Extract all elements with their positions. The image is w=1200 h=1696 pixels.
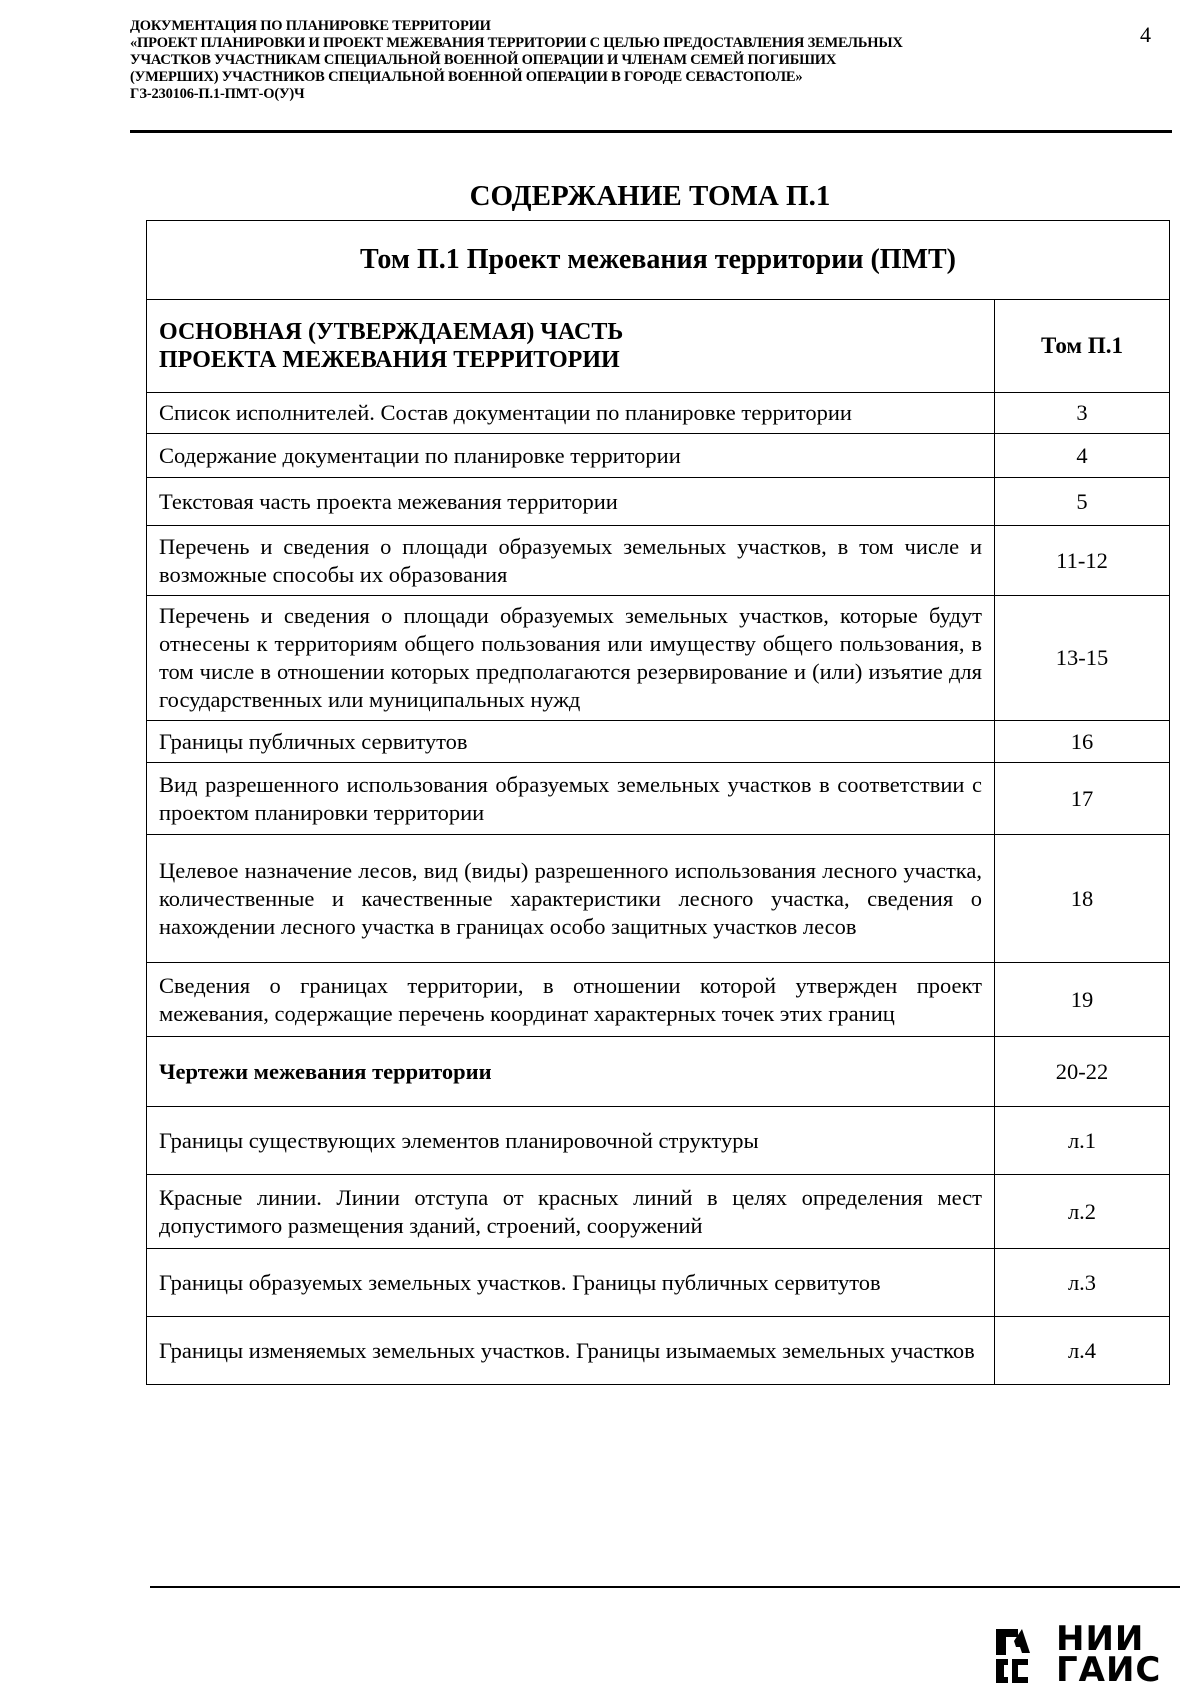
header-line: УЧАСТКОВ УЧАСТНИКАМ СПЕЦИАЛЬНОЙ ВОЕННОЙ ОПЕРАЦИИ И ЧЛЕНАМ СЕМЕЙ ПОГИБШИХ — [130, 52, 837, 68]
section-volume: Том П.1 — [995, 300, 1170, 393]
logo-line: ГАИС — [1056, 1650, 1162, 1690]
logo-mark-icon — [994, 1625, 1046, 1685]
page-number: 4 — [1140, 22, 1151, 47]
row-description: Красные линии. Линии отступа от красных линий в целях определения мест допустимого размещения зданий, строений, сооружений — [147, 1175, 995, 1249]
row-description: Границы публичных сервитутов — [147, 721, 995, 763]
row-page: 20-22 — [995, 1037, 1170, 1107]
table-row — [147, 835, 1170, 963]
table-row — [147, 300, 1170, 393]
row-page: 5 — [995, 478, 1170, 526]
table-row — [147, 1317, 1170, 1385]
row-page: л.1 — [995, 1107, 1170, 1175]
table-row — [147, 1037, 1170, 1107]
contents-table — [146, 220, 1170, 1385]
table-row — [147, 1175, 1170, 1249]
row-page: 16 — [995, 721, 1170, 763]
row-description: Список исполнителей. Состав документации по планировке территории — [147, 393, 995, 434]
logo-line: НИИ — [1056, 1619, 1145, 1659]
logo-text — [1056, 1619, 1162, 1690]
page-title: СОДЕРЖАНИЕ ТОМА П.1 — [469, 180, 831, 212]
table-row — [147, 478, 1170, 526]
table-row — [147, 721, 1170, 763]
footer-divider — [150, 1586, 1180, 1588]
header-divider — [130, 130, 1172, 133]
row-page: 11-12 — [995, 526, 1170, 596]
row-description: Перечень и сведения о площади образуемых земельных участков, в том числе и возможные способы их образования — [147, 526, 995, 596]
row-description: Сведения о границах территории, в отношении которой утвержден проект межевания, содержащие перечень координат характерных точек этих границ — [147, 963, 995, 1037]
row-page: 19 — [995, 963, 1170, 1037]
row-description: Целевое назначение лесов, вид (виды) разрешенного использования лесного участка, количественные и качественные характеристики лесного участка, сведения о нахождении лесного участка в границах особо защитных участков лесов — [147, 835, 995, 963]
row-description: Текстовая часть проекта межевания территории — [147, 478, 995, 526]
row-page: л.3 — [995, 1249, 1170, 1317]
row-page: 4 — [995, 434, 1170, 478]
table-row — [147, 526, 1170, 596]
table-row — [147, 393, 1170, 434]
table-row — [147, 1249, 1170, 1317]
document-header — [130, 18, 1070, 103]
table-row — [147, 963, 1170, 1037]
row-description: Границы образуемых земельных участков. Границы публичных сервитутов — [147, 1249, 995, 1317]
row-page: 18 — [995, 835, 1170, 963]
row-description: Вид разрешенного использования образуемых земельных участков в соответствии с проектом планировки территории — [147, 763, 995, 835]
document-code: ГЗ-230106-П.1-ПМТ-О(У)Ч — [130, 86, 305, 102]
row-page: л.2 — [995, 1175, 1170, 1249]
section-heading-line: ОСНОВНАЯ (УТВЕРЖДАЕМАЯ) ЧАСТЬ — [159, 319, 624, 345]
row-page: 17 — [995, 763, 1170, 835]
table-row — [147, 434, 1170, 478]
header-line: «ПРОЕКТ ПЛАНИРОВКИ И ПРОЕКТ МЕЖЕВАНИЯ ТЕРРИТОРИИ С ЦЕЛЬЮ ПРЕДОСТАВЛЕНИЯ ЗЕМЕЛЬНЫХ — [130, 35, 903, 51]
row-page: л.4 — [995, 1317, 1170, 1385]
table-row — [147, 221, 1170, 300]
row-description: Содержание документации по планировке территории — [147, 434, 995, 478]
header-line: ДОКУМЕНТАЦИЯ ПО ПЛАНИРОВКЕ ТЕРРИТОРИИ — [130, 18, 491, 34]
row-page: 13-15 — [995, 596, 1170, 721]
table-row — [147, 763, 1170, 835]
table-row — [147, 596, 1170, 721]
row-description: Перечень и сведения о площади образуемых земельных участков, которые будут отнесены к территориям общего пользования или имуществу общего пользования, в том числе в отношении которых предполагаются резервирование и (или) изъятие для государственных или муниципальных нужд — [147, 596, 995, 721]
company-logo — [994, 1619, 1178, 1690]
section-heading — [147, 300, 995, 393]
volume-title: Том П.1 Проект межевания территории (ПМТ) — [147, 221, 1170, 300]
row-description: Границы изменяемых земельных участков. Границы изымаемых земельных участков — [147, 1317, 995, 1385]
row-page: 3 — [995, 393, 1170, 434]
row-description: Границы существующих элементов планировочной структуры — [147, 1107, 995, 1175]
table-row — [147, 1107, 1170, 1175]
row-description: Чертежи межевания территории — [147, 1037, 995, 1107]
section-heading-line: ПРОЕКТА МЕЖЕВАНИЯ ТЕРРИТОРИИ — [159, 347, 620, 373]
header-line: (УМЕРШИХ) УЧАСТНИКОВ СПЕЦИАЛЬНОЙ ВОЕННОЙ ОПЕРАЦИИ В ГОРОДЕ СЕВАСТОПОЛЕ» — [130, 69, 803, 85]
